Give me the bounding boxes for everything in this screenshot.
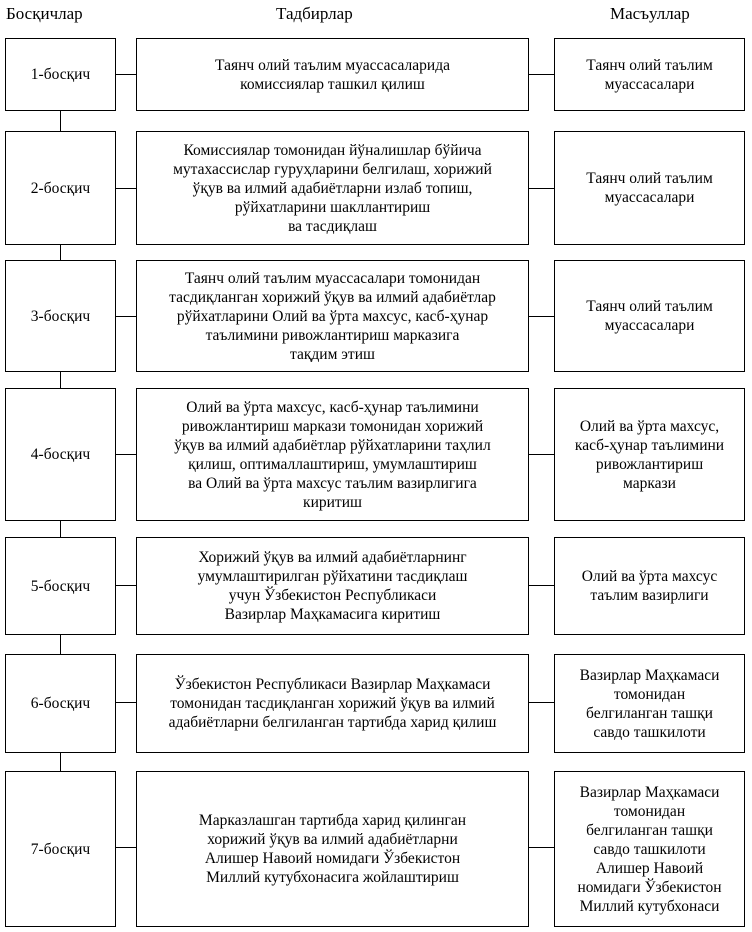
connector-stage-activity [115, 585, 137, 586]
activity-text: Олий ва ўрта махсус, касб-ҳунар таълимини ривожлантириш маркази томонидан хорижий ўқув ва илмий адабиётлар рўйхатларини таҳлил қилиш, оптималлаштириш, умумлаштириш ва Олий ва ўрта махсус таълим вазирлигига киритиш [174, 398, 491, 511]
stage-label: 1-босқич [30, 66, 91, 83]
activity-box [136, 771, 529, 927]
activity-text: Ўзбекистон Республикаси Вазирлар Маҳкамаси томонидан тасдиқланган хорижий ўқув ва илмий адабиётларни белгиланган тартибда харид қилиш [168, 676, 497, 731]
activity-text: Таянч олий таълим муассасаларида комиссиялар ташкил қилиш [215, 56, 450, 93]
responsible-text: Таянч олий таълим муассасалари [586, 170, 713, 206]
responsible-box [554, 654, 745, 753]
activity-box [136, 260, 529, 372]
stage-connector [60, 244, 61, 260]
stage-connector [60, 371, 61, 388]
stage-box [5, 654, 116, 753]
connector-activity-responsible [528, 847, 555, 848]
column-header-activities: Тадбирлар [276, 4, 353, 23]
connector-stage-activity [115, 188, 137, 189]
responsible-text: Олий ва ўрта махсус таълим вазирлиги [581, 568, 718, 604]
connector-activity-responsible [528, 188, 555, 189]
responsible-text: Олий ва ўрта махсус, касб-ҳунар таълимини ривожлантириш маркази [574, 417, 725, 492]
stage-connector [60, 634, 61, 654]
responsible-box [554, 771, 745, 927]
responsible-box [554, 260, 745, 372]
stage-connector [60, 110, 61, 131]
stage-label: 3-босқич [30, 307, 91, 325]
responsible-box [554, 388, 745, 521]
responsible-text: Вазирлар Маҳкамаси томонидан белгиланган ташқи савдо ташкилоти Алишер Навоий номидаги Ўзбекистон Миллий кутубхонаси [577, 783, 722, 915]
connector-stage-activity [115, 454, 137, 455]
activity-box [136, 388, 529, 521]
column-header-stages: Босқичлар [6, 4, 83, 23]
stage-box [5, 38, 116, 111]
responsible-text: Таянч олий таълим муассасалари [586, 56, 713, 93]
connector-stage-activity [115, 316, 137, 317]
stage-connector [60, 520, 61, 537]
activity-text: Комиссиялар томонидан йўналишлар бўйича мутахассислар гуруҳларини белгилаш, хорижий ўқув ва илмий адабиётларни излаб топиш, рўйхатларини шакллантириш ва тасдиқлаш [173, 141, 492, 235]
connector-stage-activity [115, 847, 137, 848]
connector-activity-responsible [528, 454, 555, 455]
responsible-box [554, 131, 745, 245]
activity-text: Таянч олий таълим муассасалари томонидан тасдиқланган хорижий ўқув ва илмий адабиётлар рўйхатларини Олий ва ўрта махсус, касб-ҳунар таълимини ривожлантириш марказига тақдим этиш [169, 269, 496, 363]
activity-box [136, 537, 529, 635]
activity-text: Марказлашган тартибда харид қилинган хорижий ўқув ва илмий адабиётларни Алишер Навоий номидаги Ўзбекистон Миллий кутубхонасига жойлаштириш [198, 812, 467, 886]
stage-box [5, 260, 116, 372]
responsible-box [554, 537, 745, 635]
activity-text: Хорижий ўқув ва илмий адабиётларнинг умумлаштирилган рўйхатини тасдиқлаш учун Ўзбекистон Республикаси Вазирлар Маҳкамасига киритиш [197, 549, 468, 623]
connector-activity-responsible [528, 74, 555, 75]
stage-box [5, 537, 116, 635]
stage-label: 4-босқич [30, 446, 91, 463]
stage-label: 5-босқич [30, 577, 91, 595]
responsible-text: Таянч олий таълим муассасалари [586, 298, 713, 334]
stage-label: 6-босқич [30, 695, 91, 712]
activity-box [136, 131, 529, 245]
stage-label: 7-босқич [30, 840, 91, 858]
stage-connector [60, 752, 61, 771]
responsible-text: Вазирлар Маҳкамаси томонидан белгиланган ташқи савдо ташкилоти [579, 666, 720, 741]
activity-box [136, 38, 529, 111]
stage-box [5, 388, 116, 521]
connector-stage-activity [115, 702, 137, 703]
stage-label: 2-босқич [30, 179, 91, 197]
activity-box [136, 654, 529, 753]
connector-activity-responsible [528, 585, 555, 586]
stage-box [5, 131, 116, 245]
connector-activity-responsible [528, 316, 555, 317]
connector-activity-responsible [528, 702, 555, 703]
responsible-box [554, 38, 745, 111]
stage-box [5, 771, 116, 927]
column-header-responsible: Масъуллар [610, 4, 690, 23]
connector-stage-activity [115, 74, 137, 75]
